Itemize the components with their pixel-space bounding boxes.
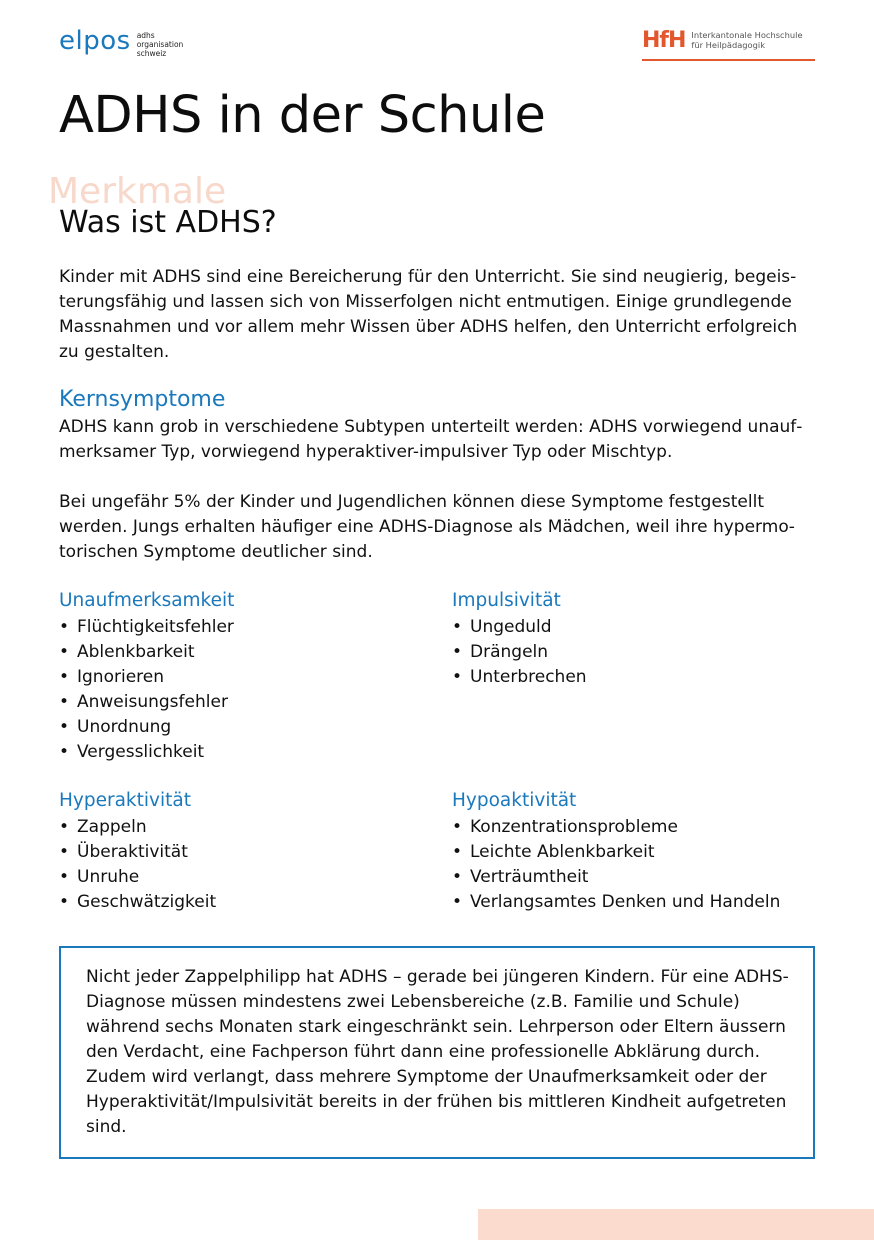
kernsymptome-heading: Kernsymptome: [59, 387, 226, 412]
symptom-group-hyperaktivitaet: [59, 789, 439, 915]
hfh-text-line: für Heilpädagogik: [691, 40, 766, 50]
list-item: • Geschwätzigkeit: [59, 890, 439, 915]
intro-paragraph: Kinder mit ADHS sind eine Bereicherung für den Unterricht. Sie sind neugierig, begeisterungsfähig und lassen sich von Misserfolgen nicht entmutigen. Einige grundlegende Massnahmen und vor allem mehr Wissen über ADHS helfen, den Unterricht erfolgreich zu gestalten.: [59, 267, 798, 362]
list-item: • Konzentrationsprobleme: [452, 815, 832, 840]
elpos-sub-line: adhs: [136, 31, 155, 40]
diagnosis-note-box: [59, 946, 815, 1159]
symptom-group-heading: Hyperaktivität: [59, 790, 191, 811]
page-title: ADHS in der Schule: [59, 86, 546, 145]
list-item: • Unordnung: [59, 715, 439, 740]
elpos-sub-line: organisation: [136, 40, 184, 49]
list-item: • Zappeln: [59, 815, 439, 840]
symptom-list: [59, 615, 439, 765]
hfh-text-line: Interkantonale Hochschule: [691, 30, 803, 40]
list-item: • Anweisungsfehler: [59, 690, 439, 715]
list-item: • Ignorieren: [59, 665, 439, 690]
list-item: • Unterbrechen: [452, 665, 832, 690]
list-item: • Überaktivität: [59, 840, 439, 865]
list-item: • Unruhe: [59, 865, 439, 890]
symptom-list: [452, 815, 832, 915]
list-item: • Ablenkbarkeit: [59, 640, 439, 665]
hfh-logo-mark: HfH: [642, 28, 686, 53]
symptom-group-heading: Hypoaktivität: [452, 790, 577, 811]
symptom-group-unaufmerksamkeit: [59, 589, 439, 765]
elpos-sub-line: schweiz: [136, 49, 167, 58]
list-item: • Drängeln: [452, 640, 832, 665]
list-item: • Vergesslichkeit: [59, 740, 439, 765]
list-item: • Verlangsamtes Denken und Handeln: [452, 890, 832, 915]
symptom-group-hypoaktivitaet: [452, 789, 832, 915]
hfh-logo: [642, 28, 815, 61]
elpos-logo: [59, 26, 183, 58]
list-item: • Ungeduld: [452, 615, 832, 640]
subtypes-paragraph: ADHS kann grob in verschiedene Subtypen unterteilt werden: ADHS vorwiegend unaufmerksamer Typ, vorwiegend hyperaktiver-impulsiver Typ oder Mischtyp.: [59, 417, 803, 462]
list-item: • Verträumtheit: [452, 865, 832, 890]
section-ghost-heading: Merkmale: [48, 171, 227, 212]
symptom-group-heading: Impulsivität: [452, 590, 561, 611]
diagnosis-note-text: Nicht jeder Zappelphilipp hat ADHS – gerade bei jüngeren Kindern. Für eine ADHS-Diagnose müssen mindestens zwei Lebensbereiche (z.B. Familie und Schule) während sechs Monaten stark eingeschränkt sein. Lehrperson oder Eltern äussern den Verdacht, eine Fachperson führt dann eine professionelle Abklärung durch. Zudem wird verlangt, dass mehrere Symptome der Unaufmerksamkeit oder der Hyperaktivität/Impulsivität bereits in der frühen bis mittleren Kindheit aufgetreten sind.: [86, 967, 789, 1137]
list-item: • Leichte Ablenkbarkeit: [452, 840, 832, 865]
list-item: • Flüchtigkeitsfehler: [59, 615, 439, 640]
symptom-list: [59, 815, 439, 915]
symptom-list: [452, 615, 832, 690]
footer-decoration-bar: [478, 1209, 874, 1240]
symptom-group-heading: Unaufmerksamkeit: [59, 590, 235, 611]
symptom-group-impulsivitaet: [452, 589, 832, 690]
elpos-logo-subtitle: [137, 31, 184, 58]
hfh-logo-text: [691, 30, 802, 50]
section-subtitle: Was ist ADHS?: [59, 205, 277, 240]
elpos-logo-wordmark: elpos: [59, 26, 131, 56]
prevalence-paragraph: Bei ungefähr 5% der Kinder und Jugendlichen können diese Symptome festgestellt werden. Jungs erhalten häufiger eine ADHS-Diagnose als Mädchen, weil ihre hypermotorischen Symptome deutlicher sind.: [59, 492, 795, 562]
